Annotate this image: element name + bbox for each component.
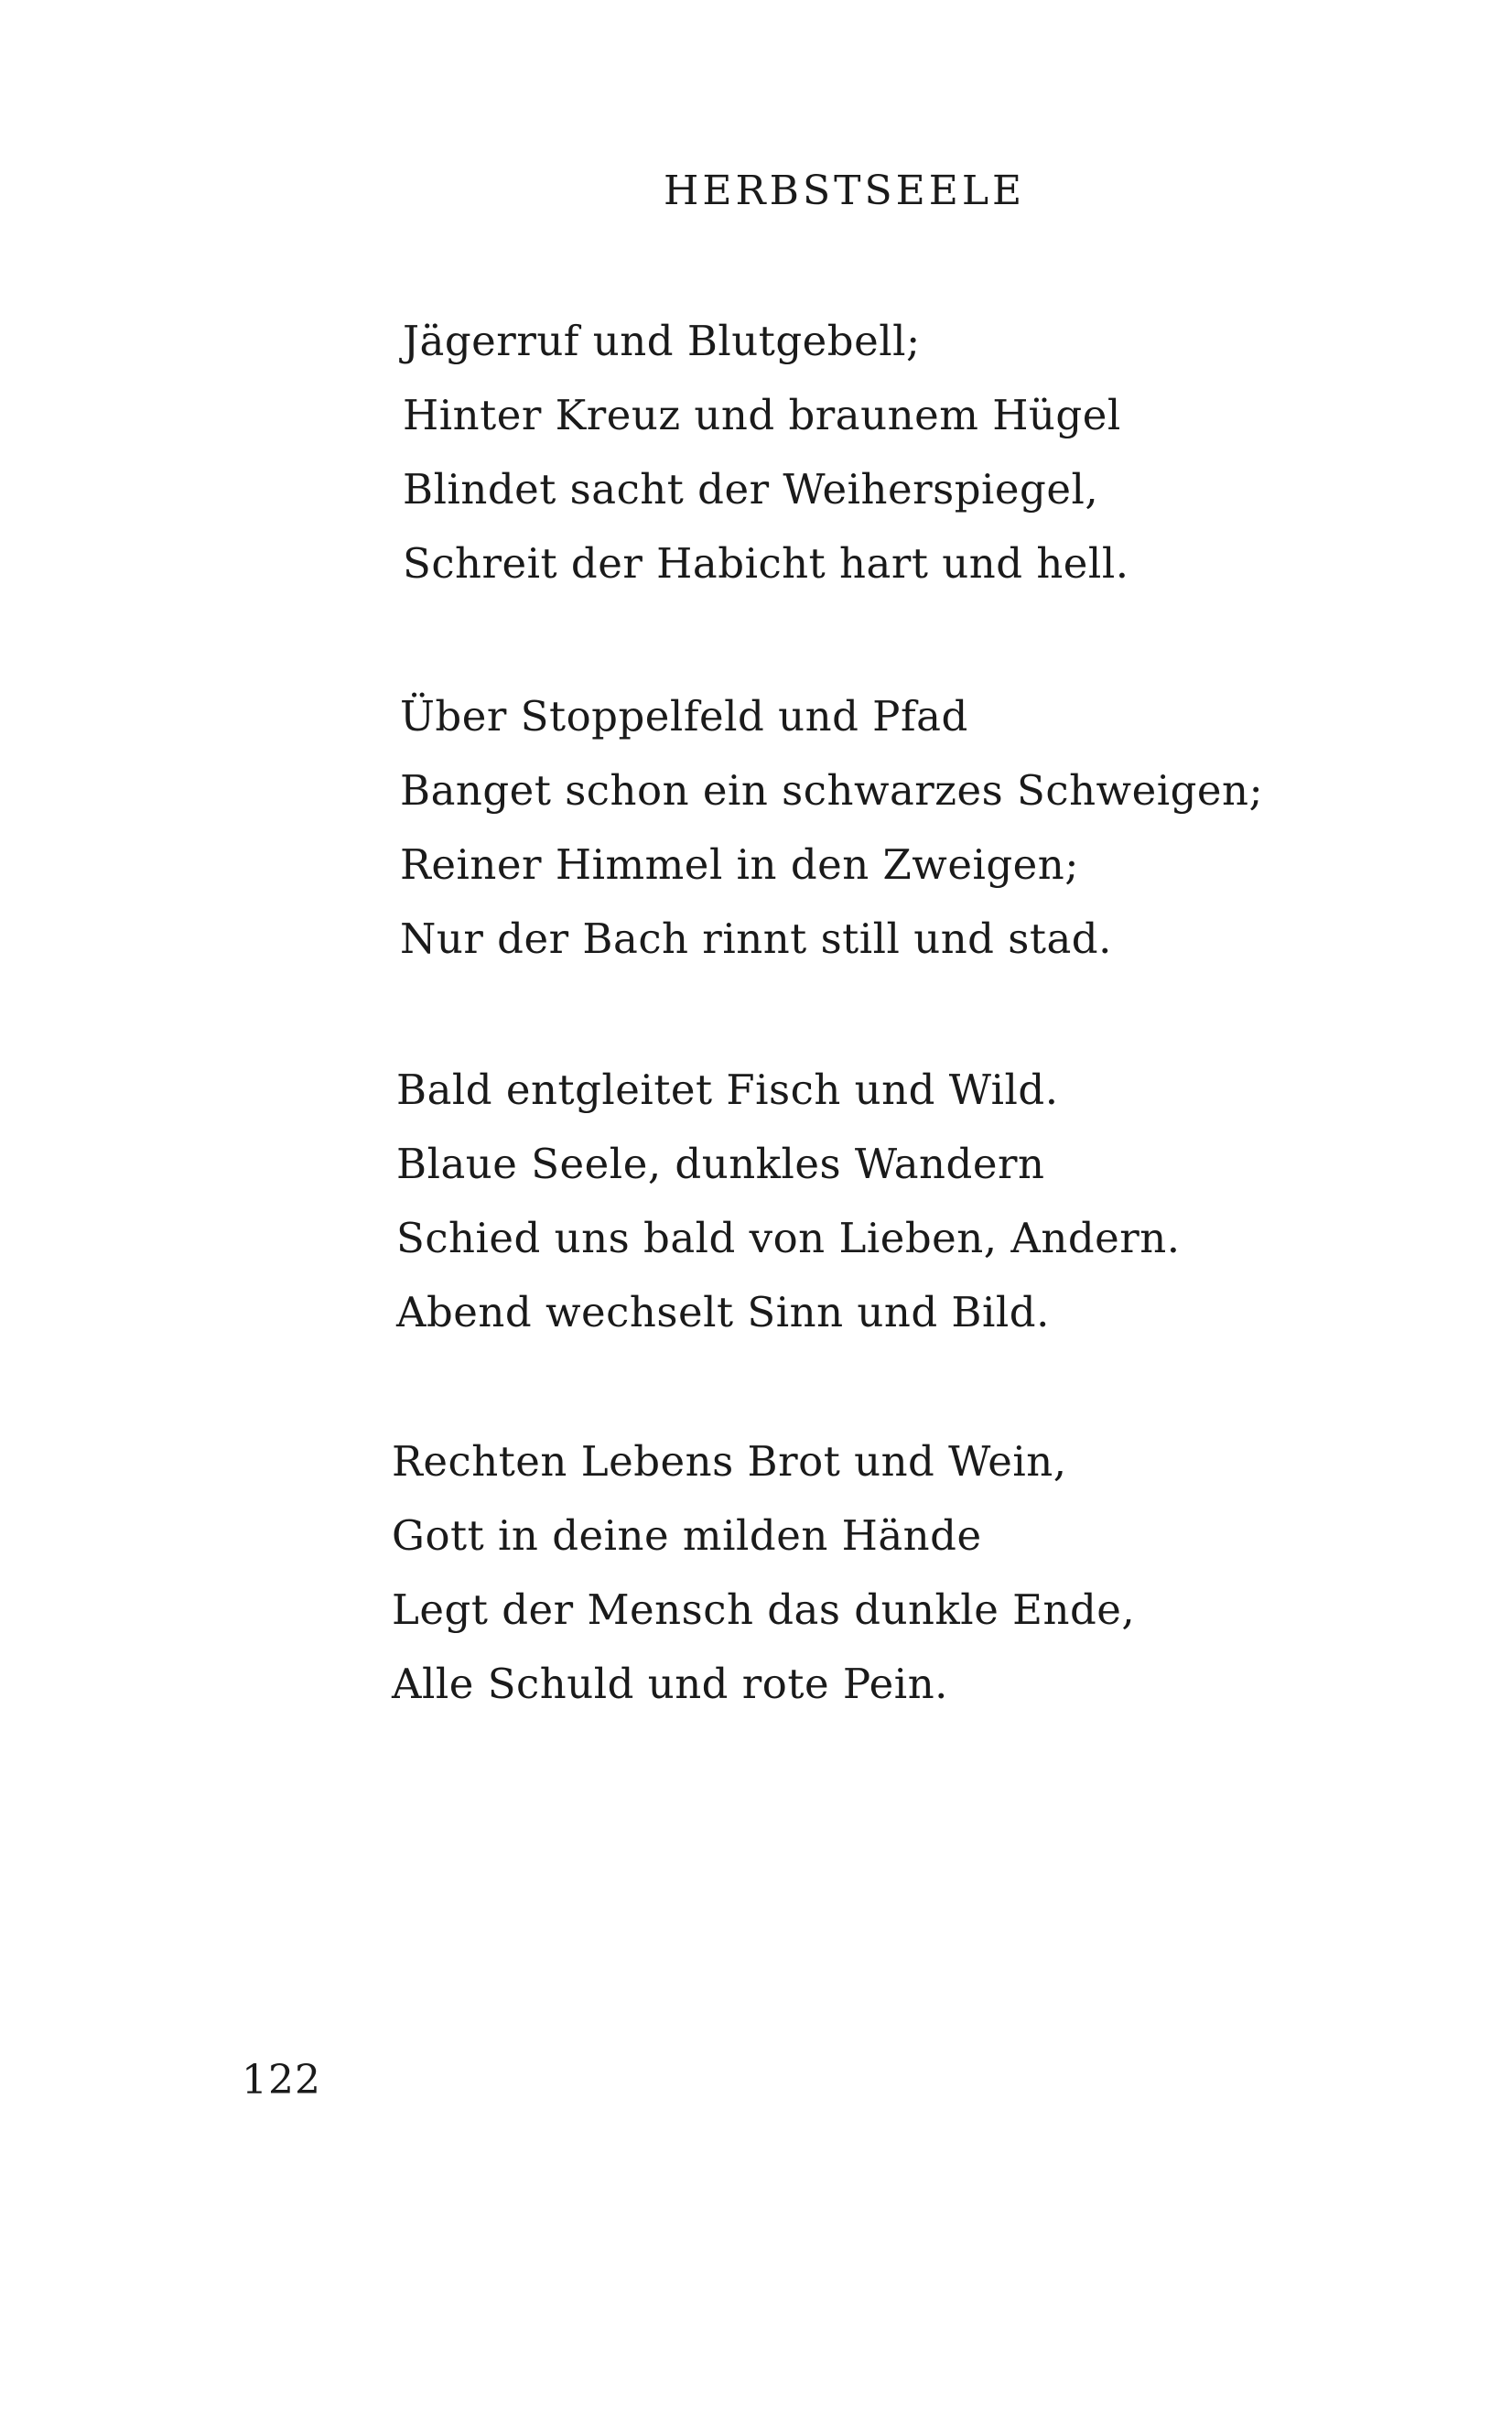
verse-line: Blaue Seele, dunkles Wandern xyxy=(396,1140,1045,1188)
stanza-1 xyxy=(403,304,1318,600)
verse-line: Gott in deine milden Hände xyxy=(392,1511,982,1560)
verse-line: Schied uns bald von Lieben, Andern. xyxy=(396,1214,1181,1262)
verse-line: Banget schon ein schwarzes Schweigen; xyxy=(400,766,1264,815)
verse-line: Über Stoppelfeld und Pfad xyxy=(400,692,968,741)
verse-line: Reiner Himmel in den Zweigen; xyxy=(400,840,1079,889)
poem-title: HERBSTSEELE xyxy=(664,168,1026,214)
stanza-2 xyxy=(400,679,1315,976)
verse-line: Alle Schuld und rote Pein. xyxy=(392,1660,948,1708)
stanza-4 xyxy=(392,1424,1307,1721)
verse-line: Nur der Bach rinnt still und stad. xyxy=(400,914,1112,963)
verse-line: Jägerruf und Blutgebell; xyxy=(403,317,921,365)
stanza-3 xyxy=(396,1053,1312,1349)
verse-line: Hinter Kreuz und braunem Hügel xyxy=(403,391,1121,439)
verse-line: Schreit der Habicht hart und hell. xyxy=(403,539,1129,588)
verse-line: Blindet sacht der Weiherspiegel, xyxy=(403,465,1099,514)
verse-line: Rechten Lebens Brot und Wein, xyxy=(392,1437,1067,1486)
page-number: 122 xyxy=(242,2057,321,2104)
verse-line: Bald entgleitet Fisch und Wild. xyxy=(396,1065,1059,1114)
verse-line: Legt der Mensch das dunkle Ende, xyxy=(392,1585,1136,1634)
verse-line: Abend wechselt Sinn und Bild. xyxy=(396,1288,1050,1336)
